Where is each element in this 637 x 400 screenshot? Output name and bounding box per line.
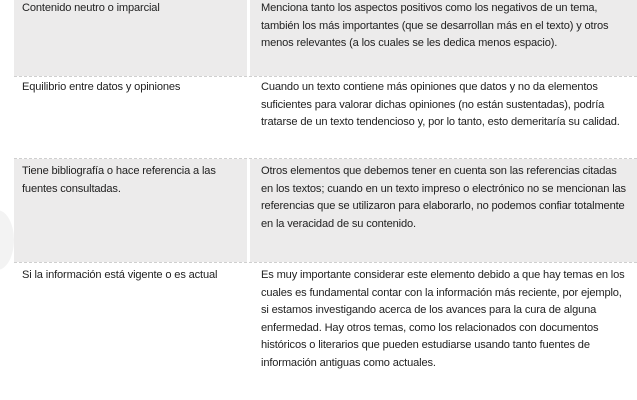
criterion-cell: Tiene bibliografía o hace referencia a las fuentes consultadas. (14, 159, 247, 262)
criteria-table (14, 0, 637, 400)
description-cell: Es muy importante considerar este elemento debido a que hay temas en los cuales es fundamental contar con la información más reciente, por ejemplo, si estamos investigando acerca de los avances para la cura de alguna enfermedad. Hay otros temas, como los relacionados con documentos históricos o literarios que pueden estudiarse usando tanto fuentes de información antiguas como actuales. (247, 263, 637, 400)
table-row (14, 159, 637, 262)
description-cell: Otros elementos que debemos tener en cuenta son las referencias citadas en los textos; cuando en un texto impreso o electrónico no se mencionan las referencias que se utilizaron para elaborarlo, no podemos confiar totalmente en la veracidad de su contenido. (247, 159, 637, 262)
table-row (14, 0, 637, 76)
description-cell: Menciona tanto los aspectos positivos como los negativos de un tema, también los más importantes (que se desarrollan más en el texto) y otros menos relevantes (a los cuales se les dedica menos espacio). (247, 0, 637, 76)
criterion-cell: Contenido neutro o imparcial (14, 0, 247, 76)
description-cell: Cuando un texto contiene más opiniones que datos y no da elementos suficientes para valorar dichas opiniones (no están sustentadas), podría tratarse de un texto tendencioso y, por lo tanto, esto demeritaría su calidad. (247, 77, 637, 158)
table-row (14, 263, 637, 400)
decorative-shape (0, 210, 14, 270)
table-row (14, 77, 637, 158)
criterion-cell: Equilibrio entre datos y opiniones (14, 77, 247, 158)
criterion-cell: Si la información está vigente o es actual (14, 263, 247, 400)
